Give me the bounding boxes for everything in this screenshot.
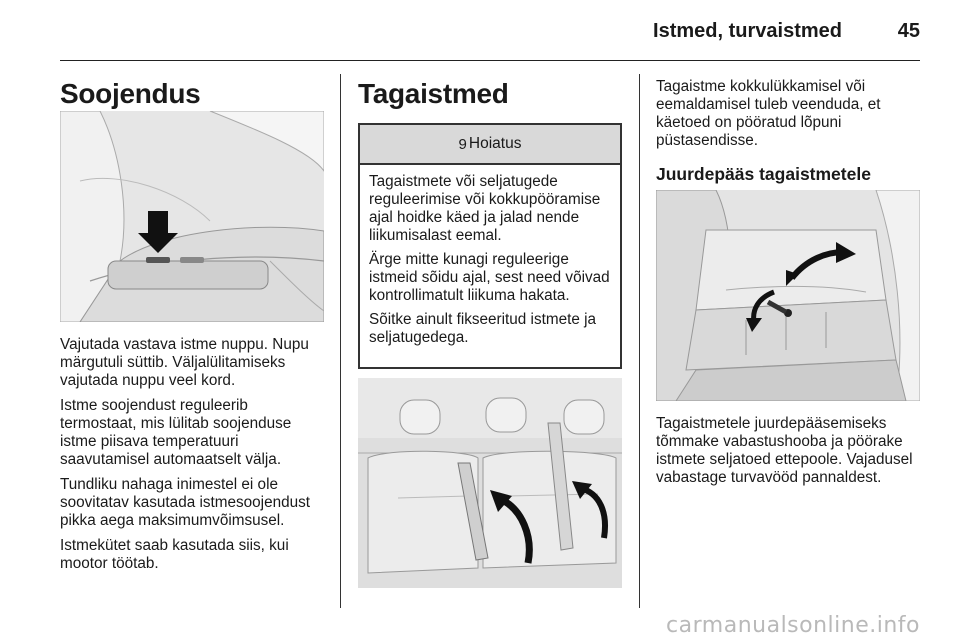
page-number: 45 xyxy=(897,20,920,42)
warning-header xyxy=(360,125,620,165)
subheading-juurdepaas: Juurdepääs tagaistmetele xyxy=(656,164,871,184)
column-divider-right xyxy=(639,74,640,608)
header-divider xyxy=(60,60,920,61)
rear-seats-illustration xyxy=(358,378,622,588)
warning-title: Hoiatus xyxy=(468,135,522,152)
warning-body xyxy=(360,165,620,347)
paragraph: Tagaistmetele juurdepääsemiseks tõmmake vabastushooba ja pöörake istmete seljatoed ettepoole. Vajadusel vabastage turvavööd pannaldest. xyxy=(656,415,913,486)
warning-box xyxy=(358,123,622,369)
warning-paragraph: Ärge mitte kunagi reguleerige istmeid sõidu ajal, sest need võivad kontrollimatult liikuma hakata. xyxy=(369,251,610,304)
watermark: carmanualsonline.info xyxy=(666,613,920,638)
paragraph: Istme soojendust reguleerib termostaat, mis lülitab soojenduse istme piisava temperatuuri saavutamisel automaatselt välja. xyxy=(60,397,292,468)
middle-column xyxy=(358,70,622,110)
right-column-text xyxy=(656,415,924,487)
column-divider-left xyxy=(340,74,341,608)
seat-access-illustration xyxy=(656,190,920,401)
intro-paragraph: Tagaistme kokkulükkamisel või eemaldamisel tuleb veenduda, et käetoed on pööratud lõpuni püstasendisse. xyxy=(656,78,881,149)
running-header-title: Istmed, turvaistmed xyxy=(653,20,842,42)
seat-heater-illustration xyxy=(60,111,324,322)
paragraph: Istmekütet saab kasutada siis, kui mootor töötab. xyxy=(60,537,289,572)
heading-tagaistmed: Tagaistmed xyxy=(358,78,509,109)
warning-paragraph: Sõitke ainult fikseeritud istmete ja seljatugedega. xyxy=(369,311,597,346)
left-column-text xyxy=(60,336,324,573)
paragraph: Tundliku nahaga inimestel ei ole soovitatav kasutada istmesoojendust pikka aega maksimumvõimsusel. xyxy=(60,476,310,529)
paragraph: Vajutada vastava istme nuppu. Nupu märgutuli süttib. Väljalülitamiseks vajutada nuppu veel kord. xyxy=(60,336,309,389)
warning-paragraph: Tagaistmete või seljatugede reguleerimise või kokkupööramise ajal hoidke käed ja jalad nende liikumisalast eemal. xyxy=(369,173,601,244)
left-column xyxy=(60,70,324,110)
right-column xyxy=(656,78,924,185)
warning-icon: 9 xyxy=(458,135,467,153)
heading-soojendus: Soojendus xyxy=(60,78,201,109)
